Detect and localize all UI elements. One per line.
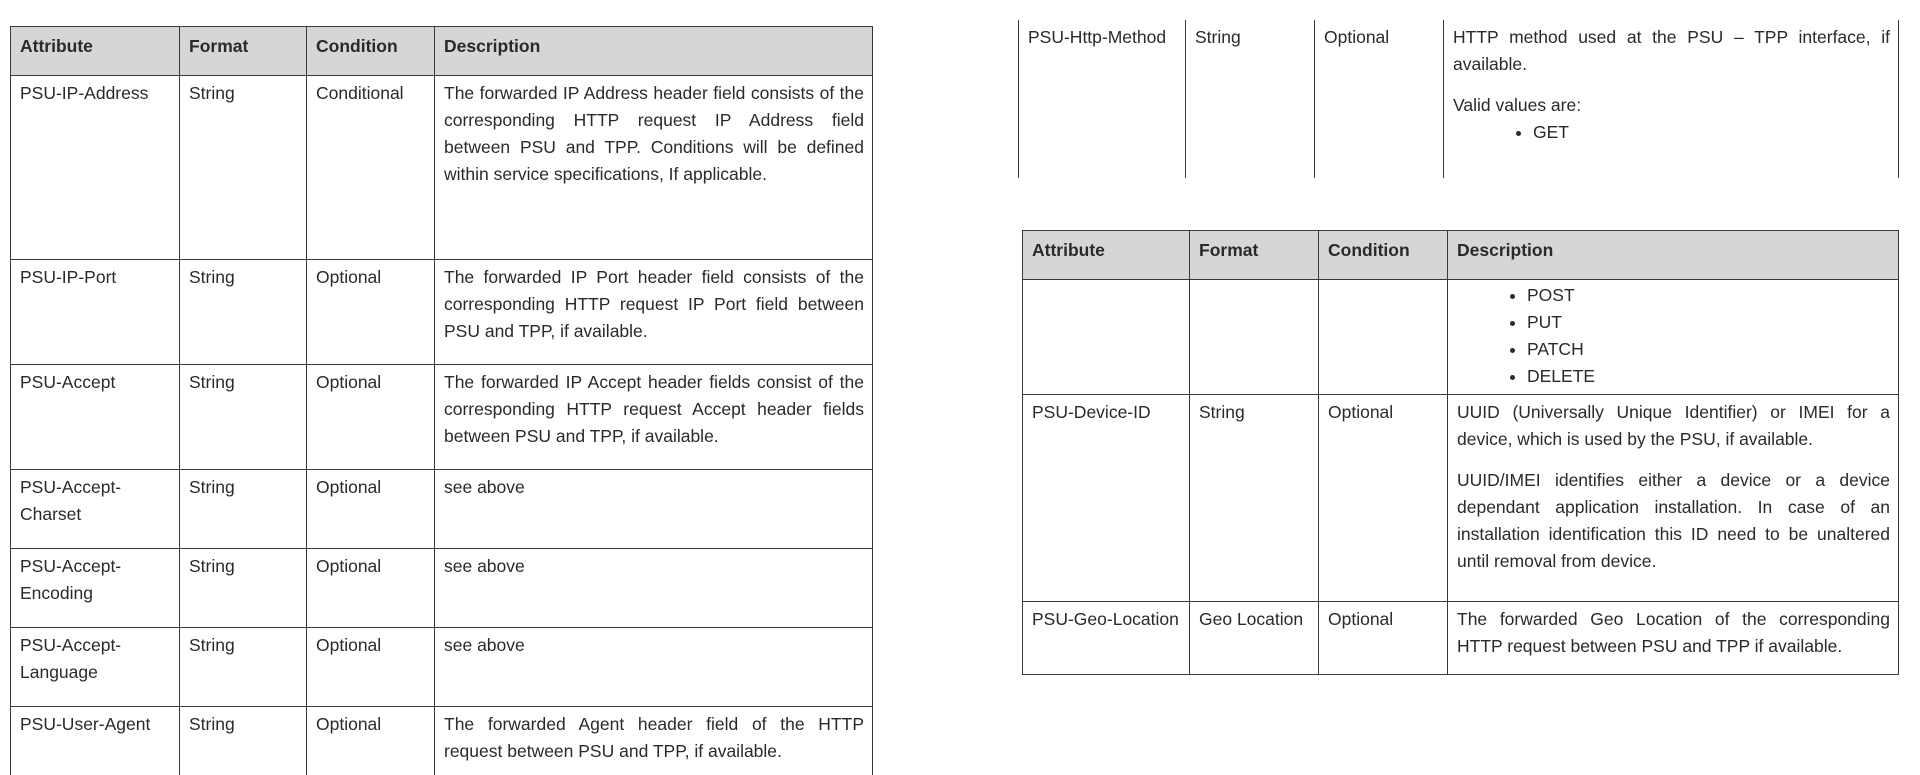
- table-row: [11, 707, 873, 775]
- condition-cell: Optional: [307, 260, 435, 365]
- description-text: UUID (Universally Unique Identifier) or IMEI for a device, which is used by the PSU, if available.: [1457, 399, 1890, 453]
- condition-cell: Optional: [307, 470, 435, 549]
- table-row: [11, 365, 873, 470]
- list-item: • PATCH: [1527, 336, 1890, 363]
- left-attribute-table: [10, 26, 873, 775]
- table-row: [1023, 602, 1899, 675]
- description-text: HTTP method used at the PSU – TPP interface, if available.: [1453, 24, 1890, 78]
- header-attribute: Attribute: [11, 27, 180, 76]
- header-description: Description: [435, 27, 873, 76]
- attribute-cell: PSU-IP-Address: [11, 76, 180, 260]
- table-row: [11, 470, 873, 549]
- description-cell: [1448, 280, 1899, 395]
- condition-cell: Optional: [1319, 602, 1448, 675]
- header-description: Description: [1448, 231, 1899, 280]
- valid-values-label: Valid values are:: [1453, 92, 1890, 119]
- format-cell: String: [180, 76, 307, 260]
- format-cell: String: [180, 707, 307, 775]
- attribute-cell: PSU-Accept-Encoding: [11, 549, 180, 628]
- format-cell: String: [1186, 20, 1315, 178]
- header-format: Format: [180, 27, 307, 76]
- attribute-cell: PSU-Http-Method: [1019, 20, 1186, 178]
- description-cell: The forwarded IP Address header field consists of the corresponding HTTP request IP Address field between PSU and TPP. Conditions will be defined within service specifications, If applicable.: [435, 76, 873, 260]
- attribute-cell: PSU-Device-ID: [1023, 395, 1190, 602]
- attribute-cell: [1023, 280, 1190, 395]
- table-header-row: [11, 27, 873, 76]
- description-cell: [1448, 395, 1899, 602]
- top-right-table: [1018, 20, 1899, 178]
- description-cell: [1444, 20, 1899, 178]
- table-row: [1019, 20, 1899, 178]
- format-cell: Geo Location: [1190, 602, 1319, 675]
- table-row: [11, 260, 873, 365]
- condition-cell: Conditional: [307, 76, 435, 260]
- top-right-fragment: [1010, 0, 1910, 181]
- header-condition: Condition: [1319, 231, 1448, 280]
- header-condition: Condition: [307, 27, 435, 76]
- condition-cell: Optional: [307, 365, 435, 470]
- description-cell: see above: [435, 470, 873, 549]
- format-cell: String: [180, 365, 307, 470]
- table-row: [1023, 395, 1899, 602]
- list-item: • DELETE: [1527, 363, 1890, 390]
- condition-cell: Optional: [307, 549, 435, 628]
- condition-cell: Optional: [307, 628, 435, 707]
- condition-cell: [1319, 280, 1448, 395]
- header-attribute: Attribute: [1023, 231, 1190, 280]
- description-text: UUID/IMEI identifies either a device or a device dependant application installation. In case of an installation identification this ID need to be unaltered until removal from device.: [1457, 467, 1890, 575]
- attribute-cell: PSU-Accept-Language: [11, 628, 180, 707]
- description-cell: see above: [435, 549, 873, 628]
- list-item: • PUT: [1527, 309, 1890, 336]
- attribute-cell: PSU-Geo-Location: [1023, 602, 1190, 675]
- attribute-cell: PSU-User-Agent: [11, 707, 180, 775]
- description-cell: The forwarded IP Accept header fields consist of the corresponding HTTP request Accept header fields between PSU and TPP, if available.: [435, 365, 873, 470]
- format-cell: String: [180, 549, 307, 628]
- description-cell: The forwarded Agent header field of the HTTP request between PSU and TPP, if available.: [435, 707, 873, 775]
- list-item: • POST: [1527, 282, 1890, 309]
- description-cell: The forwarded IP Port header field consists of the corresponding HTTP request IP Port field between PSU and TPP, if available.: [435, 260, 873, 365]
- valid-values-list: [1457, 282, 1890, 390]
- condition-cell: Optional: [1319, 395, 1448, 602]
- header-format: Format: [1190, 231, 1319, 280]
- format-cell: String: [180, 628, 307, 707]
- condition-cell: Optional: [1315, 20, 1444, 178]
- table-row: [1023, 280, 1899, 395]
- bottom-right-attribute-table: [1022, 230, 1899, 675]
- table-row: [11, 628, 873, 707]
- table-header-row: [1023, 231, 1899, 280]
- format-cell: String: [1190, 395, 1319, 602]
- table-row: [11, 76, 873, 260]
- format-cell: String: [180, 470, 307, 549]
- attribute-cell: PSU-Accept-Charset: [11, 470, 180, 549]
- valid-values-list: [1453, 119, 1890, 146]
- condition-cell: Optional: [307, 707, 435, 775]
- description-cell: The forwarded Geo Location of the corresponding HTTP request between PSU and TPP if available.: [1448, 602, 1899, 675]
- format-cell: [1190, 280, 1319, 395]
- list-item: • GET: [1533, 119, 1890, 146]
- attribute-cell: PSU-IP-Port: [11, 260, 180, 365]
- table-row: [11, 549, 873, 628]
- description-cell: see above: [435, 628, 873, 707]
- format-cell: String: [180, 260, 307, 365]
- attribute-cell: PSU-Accept: [11, 365, 180, 470]
